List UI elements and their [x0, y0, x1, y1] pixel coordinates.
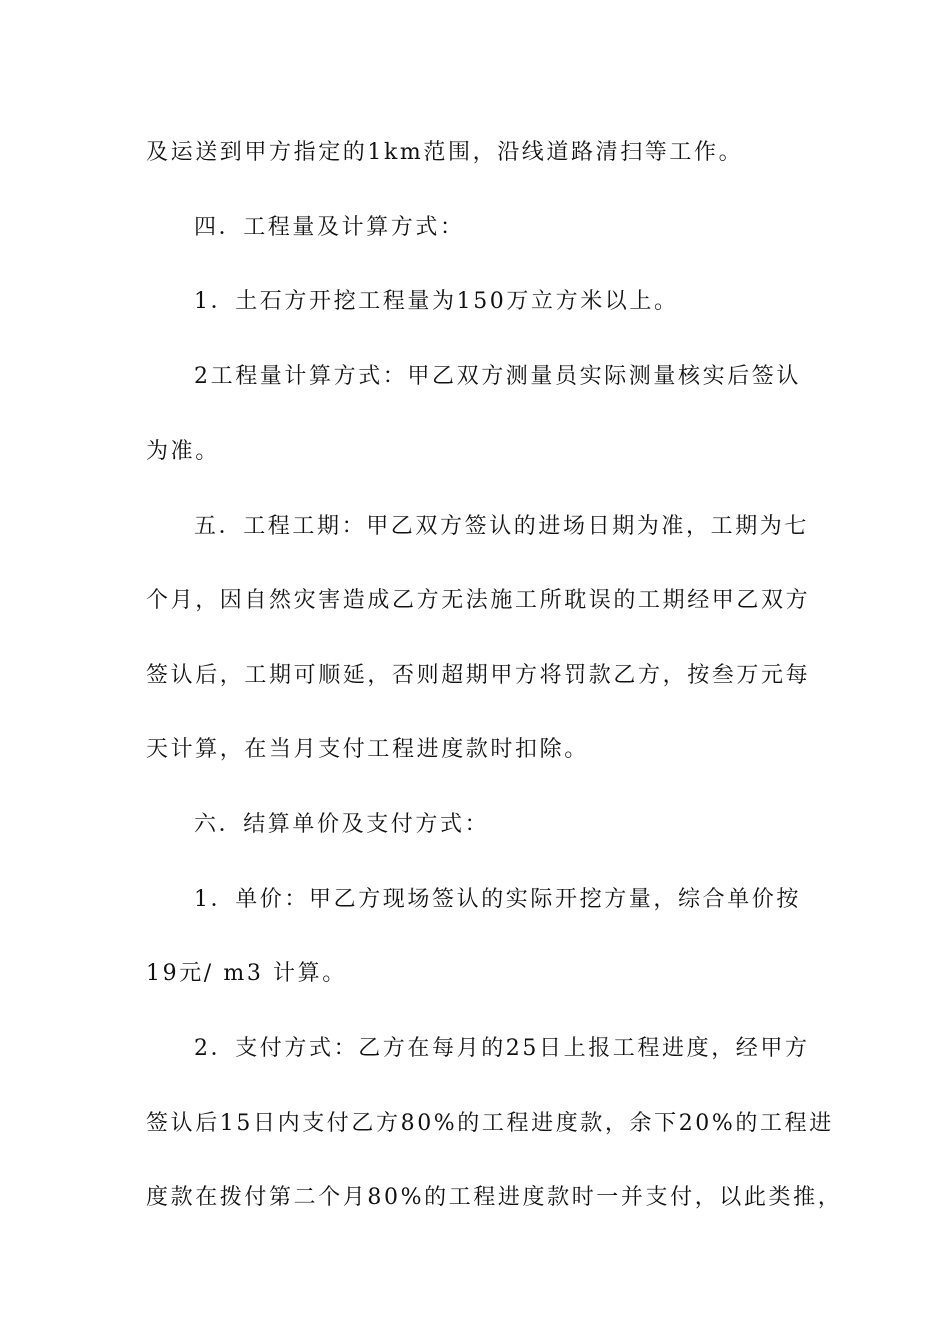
section-heading-5: 五．工程工期：甲乙双方签认的进场日期为准，工期为七: [194, 514, 810, 539]
section-heading-4: 四．工程量及计算方式：: [194, 215, 465, 240]
section-heading-6: 六．结算单价及支付方式：: [194, 812, 490, 837]
paragraph-line: 19元/ m3 计算。: [146, 961, 347, 986]
paragraph-line: 签认后15日内支付乙方80%的工程进度款，余下20%的工程进: [146, 1111, 834, 1136]
paragraph-line: 1．土石方开挖工程量为150万立方米以上。: [194, 289, 679, 314]
paragraph-line: 个月，因自然灾害造成乙方无法施工所耽误的工期经甲乙双方: [146, 588, 811, 613]
paragraph-line: 及运送到甲方指定的1km范围，沿线道路清扫等工作。: [146, 140, 744, 165]
paragraph-line: 2．支付方式：乙方在每月的25日上报工程进度，经甲方: [194, 1036, 810, 1061]
paragraph-line: 签认后，工期可顺延，否则超期甲方将罚款乙方，按叁万元每: [146, 663, 811, 688]
paragraph-line: 2工程量计算方式：甲乙双方测量员实际测量核实后签认: [194, 364, 801, 389]
paragraph-line: 1．单价：甲乙方现场签认的实际开挖方量，综合单价按: [194, 887, 801, 912]
paragraph-line: 天计算，在当月支付工程进度款时扣除。: [146, 737, 589, 762]
paragraph-line: 度款在拨付第二个月80%的工程进度款时一并支付，以此类推，: [146, 1185, 843, 1210]
paragraph-line: 为准。: [146, 439, 220, 464]
